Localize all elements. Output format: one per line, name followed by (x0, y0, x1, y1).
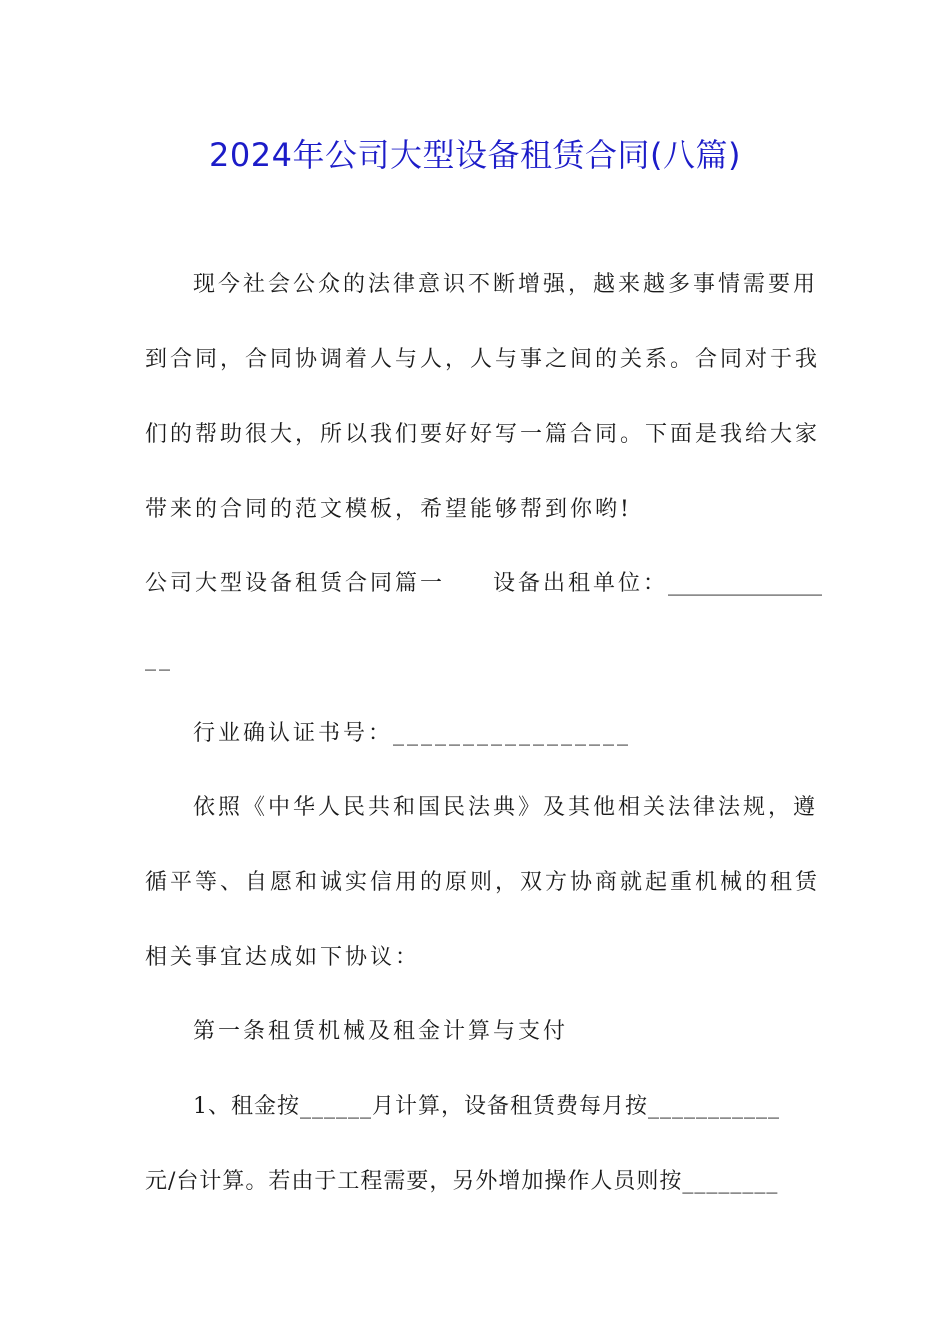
intro-line-3: 们的帮助很大，所以我们要好好写一篇合同。下面是我给大家 (145, 422, 821, 447)
clause-line-1: 1、租金按______月计算，设备租赁费每月按___________ (193, 1094, 780, 1119)
section-heading: 公司大型设备租赁合同篇一 (145, 571, 446, 596)
lessor-blank: ______________ (668, 571, 823, 596)
document-title: 2024年公司大型设备租赁合同(八篇) (209, 136, 741, 174)
cert-number-line: 行业确认证书号：_________________ (193, 721, 632, 746)
basis-line-1: 依照《中华人民共和国民法典》及其他相关法律法规，遵 (193, 795, 819, 820)
lessor-label: 设备出租单位： (493, 571, 669, 596)
lessor-blank-continued: __ (145, 646, 173, 671)
intro-line-2: 到合同，合同协调着人与人，人与事之间的关系。合同对于我 (145, 347, 821, 372)
clause-line-2: 元/台计算。若由于工程需要，另外增加操作人员则按________ (145, 1169, 779, 1194)
intro-line-4: 带来的合同的范文模板，希望能够帮到你哟! (145, 497, 632, 522)
intro-line-1: 现今社会公众的法律意识不断增强，越来越多事情需要用 (193, 272, 819, 297)
article-one-heading: 第一条租赁机械及租金计算与支付 (193, 1019, 569, 1044)
basis-line-3: 相关事宜达成如下协议： (145, 945, 421, 970)
section-heading-line (145, 569, 822, 599)
basis-line-2: 循平等、自愿和诚实信用的原则，双方协商就起重机械的租赁 (145, 870, 821, 895)
